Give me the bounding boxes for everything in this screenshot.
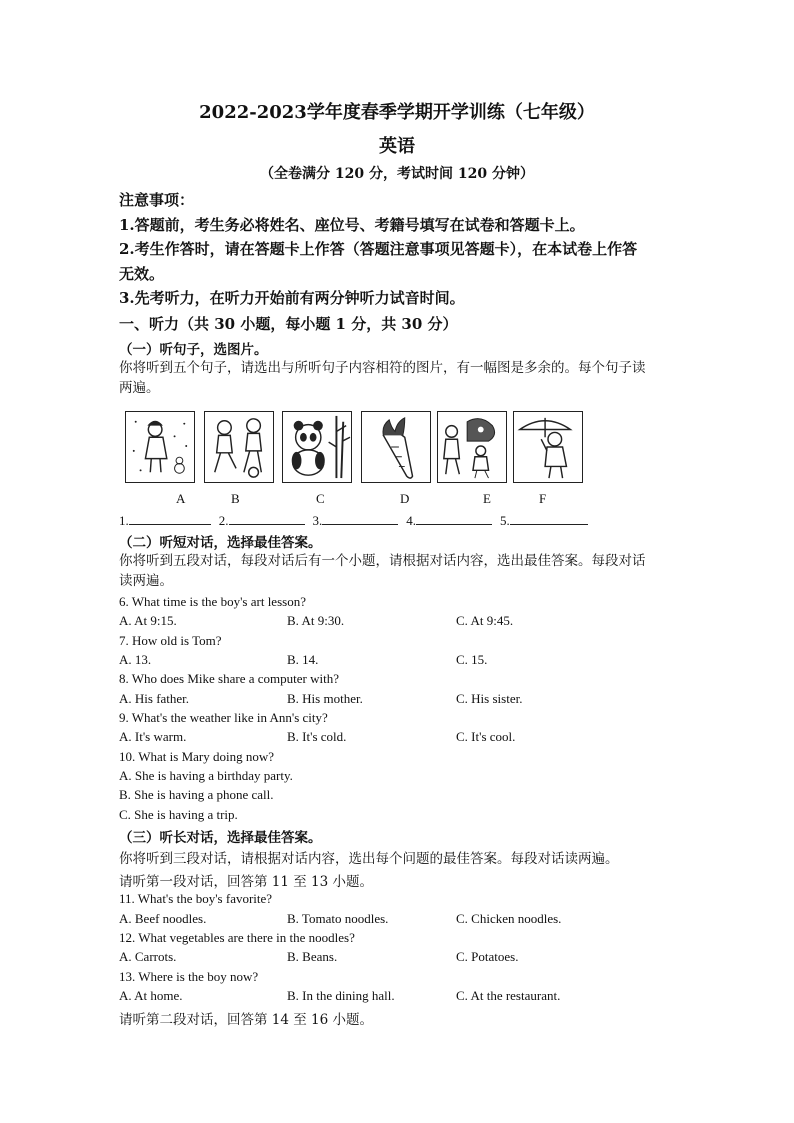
option-c[interactable]: C. At 9:45. xyxy=(456,613,514,628)
option-b[interactable]: B. She is having a phone call. xyxy=(119,787,274,802)
option-c[interactable]: C. At the restaurant. xyxy=(456,988,561,1003)
option-a[interactable]: A. At 9:15. xyxy=(119,613,177,628)
man-umbrella-icon xyxy=(513,411,583,483)
second-dialogue-note: 请听第二段对话，回答第 14 至 16 小题。 xyxy=(119,1012,374,1028)
option-c[interactable]: C. She is having a trip. xyxy=(119,807,238,822)
carrot-icon xyxy=(361,411,431,483)
option-b[interactable]: B. His mother. xyxy=(287,691,363,706)
option-c[interactable]: C. His sister. xyxy=(456,691,523,706)
option-a[interactable]: A. 13. xyxy=(119,652,152,667)
score-note: （全卷满分 120 分，考试时间 120 分钟） xyxy=(260,166,534,182)
notes-block xyxy=(119,188,679,311)
option-a[interactable]: A. Carrots. xyxy=(119,949,177,964)
sec3-instructions: 你将听到三段对话，请根据对话内容，选出每个问题的最佳答案。每段对话读两遍。 xyxy=(119,851,619,867)
sec2-instr-line1: 你将听到五段对话，每段对话后有一个小题，请根据对话内容，选出最佳答案。每段对话 xyxy=(119,553,646,569)
option-c[interactable]: C. It's cool. xyxy=(456,729,516,744)
notes-heading: 注意事项： xyxy=(119,191,195,209)
sec1-heading: （一）听句子，选图片。 xyxy=(119,342,268,358)
option-c[interactable]: C. Potatoes. xyxy=(456,949,519,964)
sec2-instructions xyxy=(119,551,674,591)
sec3-heading: （三）听长对话，选择最佳答案。 xyxy=(119,830,322,846)
answer-blank[interactable] xyxy=(229,510,305,525)
notes-item: 3.先考听力，在听力开始前有两分钟听力试音时间。 xyxy=(119,289,465,307)
sec1-instr-line2: 两遍。 xyxy=(119,380,160,396)
notes-item: 2.考生作答时，请在答题卡上作答（答题注意事项见答题卡），在本试卷上作答 xyxy=(119,240,638,258)
blank-label: 4. xyxy=(406,513,416,528)
answer-blank[interactable] xyxy=(416,510,492,525)
blank-label: 1. xyxy=(119,513,129,528)
question-6: 6. What time is the boy's art lesson? xyxy=(119,594,306,609)
question-13: 13. Where is the boy now? xyxy=(119,969,259,984)
option-a[interactable]: A. It's warm. xyxy=(119,729,187,744)
question-11: 11. What's the boy's favorite? xyxy=(119,891,273,906)
option-c[interactable]: C. 15. xyxy=(456,652,488,667)
option-b[interactable]: B. It's cold. xyxy=(287,729,347,744)
answer-blank[interactable] xyxy=(129,510,211,525)
part1-heading: 一、听力（共 30 小题，每小题 1 分，共 30 分） xyxy=(119,315,458,333)
panda-bamboo-icon xyxy=(282,411,352,483)
option-c[interactable]: C. Chicken noodles. xyxy=(456,911,562,926)
option-b[interactable]: B. In the dining hall. xyxy=(287,988,395,1003)
lion-dance-icon xyxy=(437,411,507,483)
boys-football-icon xyxy=(204,411,274,483)
question-10: 10. What is Mary doing now? xyxy=(119,749,275,764)
option-b[interactable]: B. 14. xyxy=(287,652,319,667)
notes-item: 1.答题前，考生务必将姓名、座位号、考籍号填写在试卷和答题卡上。 xyxy=(119,215,585,234)
exam-title: 2022-2023学年度春季学期开学训练（七年级） xyxy=(199,102,595,123)
picture-letter: D xyxy=(400,491,410,506)
question-8: 8. Who does Mike share a computer with? xyxy=(119,671,339,686)
answer-blanks xyxy=(119,510,588,529)
option-b[interactable]: B. At 9:30. xyxy=(287,613,345,628)
picture-letter: B xyxy=(231,491,240,506)
question-7: 7. How old is Tom? xyxy=(119,633,222,648)
question-12: 12. What vegetables are there in the noodles? xyxy=(119,930,355,945)
option-b[interactable]: B. Tomato noodles. xyxy=(287,911,389,926)
sec2-instr-line2: 读两遍。 xyxy=(119,573,173,589)
subject-title: 英语 xyxy=(379,136,415,157)
question-9: 9. What's the weather like in Ann's city? xyxy=(119,710,328,725)
blank-label: 3. xyxy=(312,513,323,528)
picture-letter: A xyxy=(176,491,186,506)
sec1-instr-line1: 你将听到五个句子，请选出与所听句子内容相符的图片，有一幅图是多余的。每个句子读 xyxy=(119,360,646,376)
picture-row xyxy=(125,411,585,486)
picture-letter: E xyxy=(483,491,491,506)
picture-letter: C xyxy=(316,491,325,506)
girl-snow-icon xyxy=(125,411,195,483)
answer-blank[interactable] xyxy=(322,510,398,525)
option-a[interactable]: A. Beef noodles. xyxy=(119,911,207,926)
first-dialogue-note: 请听第一段对话，回答第 11 至 13 小题。 xyxy=(119,874,374,890)
option-a[interactable]: A. At home. xyxy=(119,988,183,1003)
option-a[interactable]: A. His father. xyxy=(119,691,190,706)
option-b[interactable]: B. Beans. xyxy=(287,949,338,964)
notes-item: 无效。 xyxy=(119,264,165,283)
sec2-heading: （二）听短对话，选择最佳答案。 xyxy=(119,535,322,551)
picture-letter: F xyxy=(539,491,547,506)
blank-label: 2. xyxy=(218,513,229,528)
option-a[interactable]: A. She is having a birthday party. xyxy=(119,768,293,783)
sec1-instructions xyxy=(119,358,674,398)
answer-blank[interactable] xyxy=(510,510,588,525)
blank-label: 5. xyxy=(500,513,510,528)
